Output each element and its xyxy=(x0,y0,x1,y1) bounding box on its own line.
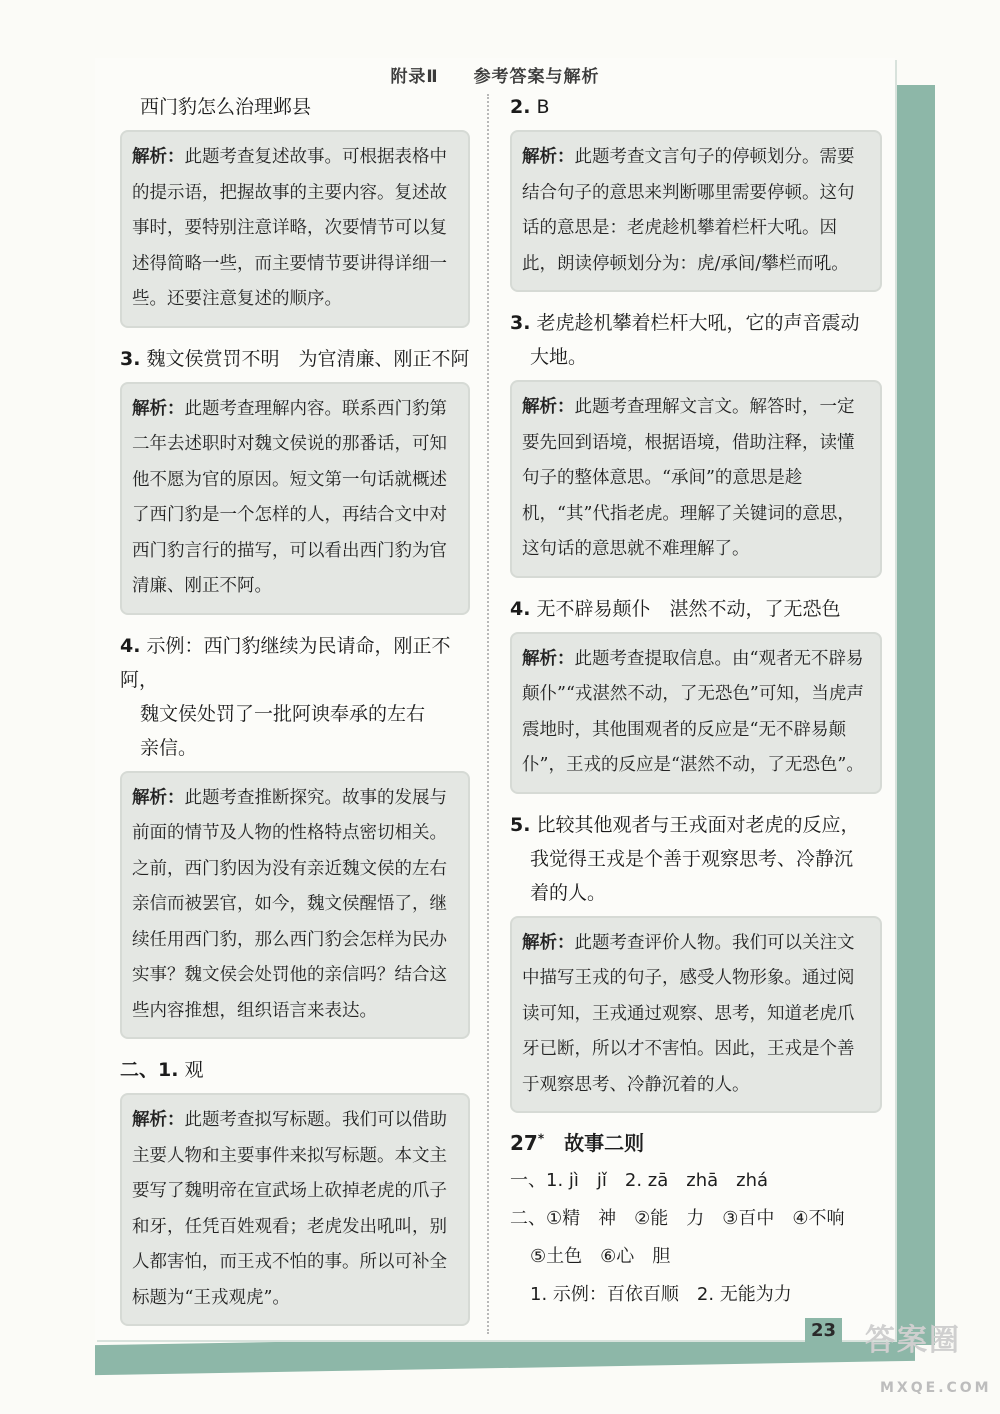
answer-box: 解析：此题考查理解内容。联系西门豹第二年去述职时对魏文侯说的那番话，可知他不愿为官的原因。短文第一句话就概述了西门豹是一个怎样的人，再结合文中对西门豹言行的描写，可以看出西门豹为官清廉、刚正不阿。 xyxy=(120,382,470,615)
answer-box: 解析：此题考查复述故事。可根据表格中的提示语，把握故事的主要内容。复述故事时，要特别注意详略，次要情节可以复述得简略一些，而主要情节要讲得详细一些。还要注意复述的顺序。 xyxy=(120,130,470,328)
lesson-title: 27* 故事二则 xyxy=(510,1131,645,1155)
answer-label: 解析： xyxy=(522,397,575,417)
question-2: 2. B xyxy=(510,96,550,118)
answer-label: 解析： xyxy=(522,932,575,953)
book-page xyxy=(95,58,895,1340)
pinyin-answers: 一、1. jì jǐ 2. zā zhā zhá xyxy=(510,1170,769,1191)
question-3: 3. 老虎趁机攀着栏杆大吼，它的声音震动 大地。 xyxy=(510,312,860,368)
section-2-question-1: 二、1. 观 xyxy=(120,1059,204,1081)
answer-box: 解析：此题考查推断探究。故事的发展与前面的情节及人物的性格特点密切相关。之前，西门豹因为没有亲近魏文侯的左右亲信而被罢官，如今，魏文侯醒悟了，继续任用西门豹，那么西门豹会怎样为民办实事？魏文侯会处罚他的亲信吗？结合这些内容推想，组织语言来表达。 xyxy=(120,771,470,1040)
answer-label: 解析： xyxy=(132,787,185,808)
question-title: 西门豹怎么治理邺县 xyxy=(140,96,312,118)
answer-label: 解析： xyxy=(132,398,185,419)
answer-label: 解析： xyxy=(132,1110,185,1130)
watermark-url: MXQE.COM xyxy=(880,1380,992,1396)
answer-box: 解析：此题考查文言句子的停顿划分。需要结合句子的意思来判断哪里需要停顿。这句话的意思是：老虎趁机攀着栏杆大吼。因此，朗读停顿划分为：虎/承间/攀栏而吼。 xyxy=(510,130,882,292)
watermark: 答案圈 xyxy=(865,1323,961,1358)
answer-label: 解析： xyxy=(132,147,185,167)
right-column xyxy=(510,88,882,1316)
example-answers: 1. 示例：百依百顺 2. 无能为力 xyxy=(530,1284,792,1305)
column-divider xyxy=(487,94,489,1334)
word-answers-cont: ⑤土色 ⑥心 胆 xyxy=(530,1246,671,1267)
question-3: 3. 魏文侯赏罚不明 为官清廉、刚正不阿 xyxy=(120,347,470,370)
word-answers: 二、①精 神 ②能 力 ③百中 ④不响 xyxy=(510,1208,845,1229)
question-5: 5. 比较其他观者与王戎面对老虎的反应， 我觉得王戎是个善于观察思考、冷静沉 着的人。 xyxy=(510,813,860,904)
answer-label: 解析： xyxy=(522,648,575,669)
left-column xyxy=(120,88,470,1340)
question-4: 4. 无不辟易颠仆 湛然不动，了无恐色 xyxy=(510,597,841,620)
header-title: 参考答案与解析 xyxy=(473,67,600,87)
answer-box: 解析：此题考查理解文言文。解答时，一定要先回到语境，根据语境，借助注释，读懂句子的整体意思。“承间”的意思是趁机，“其”代指老虎。理解了关键词的意思，这句话的意思就不难理解了。 xyxy=(510,380,882,578)
answer-label: 解析： xyxy=(522,147,575,167)
page-edge-band xyxy=(895,85,935,1345)
page-header xyxy=(95,62,895,87)
answer-box: 解析：此题考查提取信息。由“观者无不辟易颠仆”“戎湛然不动，了无恐色”可知，当虎声震地时，其他围观者的反应是“无不辟易颠仆”，王戎的反应是“湛然不动，了无恐色”。 xyxy=(510,632,882,794)
answer-box: 解析：此题考查拟写标题。我们可以借助主要人物和主要事件来拟写标题。本文主要写了魏明帝在宣武场上砍掉老虎的爪子和牙，任凭百姓观看；老虎发出吼叫，别人都害怕，而王戎不怕的事。所以可补全标题为“王戎观虎”。 xyxy=(120,1093,470,1326)
header-appendix: 附录Ⅱ xyxy=(390,67,439,87)
question-4: 4. 示例：西门豹继续为民请命，刚正不阿， 魏文侯处罚了一批阿谀奉承的左右 亲信。 xyxy=(120,634,451,759)
answer-box: 解析：此题考查评价人物。我们可以关注文中描写王戎的句子，感受人物形象。通过阅读可知，王戎通过观察、思考，知道老虎爪牙已断，所以才不害怕。因此，王戎是个善于观察思考、冷静沉着的人。 xyxy=(510,916,882,1114)
page-number: 23 xyxy=(805,1318,842,1343)
